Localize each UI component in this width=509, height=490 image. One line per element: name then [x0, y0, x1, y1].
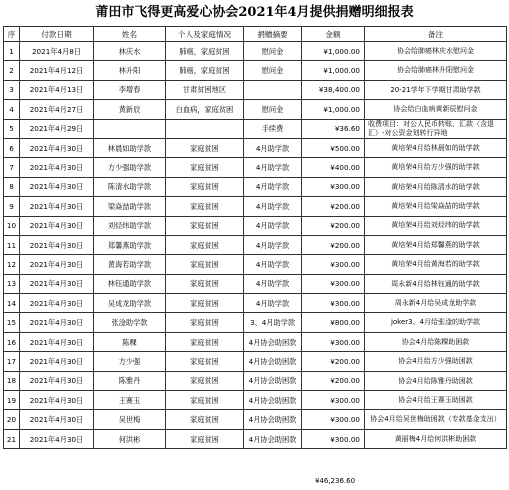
payment-date: 2021年4月30日	[20, 429, 94, 448]
table-header-row	[4, 27, 507, 42]
amount: ¥200.00	[302, 216, 365, 235]
recipient-name: 刘烃纬助学款	[94, 216, 166, 235]
family-situation: 家庭贫困	[166, 294, 244, 313]
amount: ¥300.00	[302, 274, 365, 293]
payment-date: 2021年4月8日	[20, 42, 94, 61]
family-situation: 家庭贫困	[166, 313, 244, 332]
row-number: 10	[4, 216, 20, 235]
recipient-name: 黄新辰	[94, 100, 166, 119]
recipient-name: 陈雅丹	[94, 371, 166, 390]
table-row	[4, 216, 507, 235]
recipient-name: 方少强	[94, 352, 166, 371]
family-situation: 家庭贫困	[166, 177, 244, 196]
table-row	[4, 61, 507, 80]
table-row	[4, 294, 507, 313]
amount: ¥1,000.00	[302, 42, 365, 61]
payment-date: 2021年4月30日	[20, 371, 94, 390]
payment-date: 2021年4月30日	[20, 255, 94, 274]
row-number: 9	[4, 197, 20, 216]
donation-summary	[244, 80, 302, 99]
table-row	[4, 391, 507, 410]
recipient-name: 陈清水助学款	[94, 177, 166, 196]
remark: 协会给肺癌林升阳慰问金	[365, 61, 507, 80]
donation-summary: 慰问金	[244, 61, 302, 80]
row-number: 21	[4, 429, 20, 448]
recipient-name	[94, 119, 166, 138]
row-number: 6	[4, 138, 20, 157]
table-row	[4, 119, 507, 138]
recipient-name: 李增春	[94, 80, 166, 99]
remark: 协会4月给方少强助困款	[365, 352, 507, 371]
remark: 协会4月给陈粿助困款	[365, 332, 507, 351]
row-number: 7	[4, 158, 20, 177]
table-row	[4, 42, 507, 61]
family-situation: 家庭贫困	[166, 332, 244, 351]
amount: ¥200.00	[302, 235, 365, 254]
donation-table	[3, 26, 507, 449]
donation-summary: 慰问金	[244, 100, 302, 119]
row-number: 3	[4, 80, 20, 99]
remark: 20-21学年下学期甘肃助学款	[365, 80, 507, 99]
family-situation: 家庭贫困	[166, 158, 244, 177]
amount: ¥200.00	[302, 352, 365, 371]
family-situation: 白血病，家庭贫困	[166, 100, 244, 119]
remark: 周永新4月给吴成龙助学款	[365, 294, 507, 313]
remark: 黄培荣4月给陈清水的助学款	[365, 177, 507, 196]
donation-summary: 4月协会助困款	[244, 352, 302, 371]
family-situation: 家庭贫困	[166, 429, 244, 448]
row-number: 15	[4, 313, 20, 332]
recipient-name: 郑馨燕助学款	[94, 235, 166, 254]
amount: ¥300.00	[302, 255, 365, 274]
row-number: 18	[4, 371, 20, 390]
amount: ¥36.60	[302, 119, 365, 138]
payment-date: 2021年4月30日	[20, 410, 94, 429]
payment-date: 2021年4月30日	[20, 294, 94, 313]
donation-summary: 4月助学款	[244, 274, 302, 293]
family-situation: 肺癌，家庭贫困	[166, 42, 244, 61]
recipient-name: 方少强助学款	[94, 158, 166, 177]
remark: 黄培荣4月给林晨如的助学款	[365, 138, 507, 157]
amount: ¥1,000.00	[302, 61, 365, 80]
recipient-name: 吴成龙助学款	[94, 294, 166, 313]
donation-summary: 手续费	[244, 119, 302, 138]
family-situation: 肺癌，家庭贫困	[166, 61, 244, 80]
payment-date: 2021年4月30日	[20, 332, 94, 351]
remark: 黄培荣4月给梁焱喆的助学款	[365, 197, 507, 216]
remark: 黄培荣4月给方少强的助学款	[365, 158, 507, 177]
row-number: 14	[4, 294, 20, 313]
donation-summary: 4月助学款	[244, 177, 302, 196]
remark: 黄培荣4月给黄海若的助学款	[365, 255, 507, 274]
recipient-name: 王赛玉	[94, 391, 166, 410]
family-situation: 家庭贫困	[166, 255, 244, 274]
row-number: 11	[4, 235, 20, 254]
remark: joker3、4月给张淦的助学款	[365, 313, 507, 332]
payment-date: 2021年4月13日	[20, 80, 94, 99]
report-title: 莆田市飞得更高爱心协会2021年4月提供捐赠明细报表	[95, 5, 414, 20]
family-situation: 甘肃贫困地区	[166, 80, 244, 99]
table-row	[4, 313, 507, 332]
payment-date: 2021年4月30日	[20, 391, 94, 410]
row-number: 12	[4, 255, 20, 274]
payment-date: 2021年4月29日	[20, 119, 94, 138]
header-remark: 备注	[365, 27, 507, 42]
table-row	[4, 138, 507, 157]
row-number: 8	[4, 177, 20, 196]
remark: 黄培荣4月给郑馨燕的助学款	[365, 235, 507, 254]
payment-date: 2021年4月30日	[20, 138, 94, 157]
row-number: 1	[4, 42, 20, 61]
row-number: 19	[4, 391, 20, 410]
table-row	[4, 352, 507, 371]
donation-summary: 4月协会助困款	[244, 410, 302, 429]
recipient-name: 张淦助学款	[94, 313, 166, 332]
header-date: 付款日期	[20, 27, 94, 42]
amount: ¥800.00	[302, 313, 365, 332]
donation-summary: 4月助学款	[244, 216, 302, 235]
amount: ¥300.00	[302, 294, 365, 313]
table-row	[4, 371, 507, 390]
amount: ¥200.00	[302, 197, 365, 216]
remark: 黄丽梅4月给何洪彬助困款	[365, 429, 507, 448]
payment-date: 2021年4月30日	[20, 197, 94, 216]
row-number: 17	[4, 352, 20, 371]
recipient-name: 林庆水	[94, 42, 166, 61]
table-row	[4, 255, 507, 274]
recipient-name: 陈粿	[94, 332, 166, 351]
payment-date: 2021年4月30日	[20, 352, 94, 371]
donation-summary: 4月协会助困款	[244, 391, 302, 410]
header-name: 姓名	[94, 27, 166, 42]
donation-summary: 4月助学款	[244, 255, 302, 274]
header-situation: 个人及家庭情况	[166, 27, 244, 42]
remark: 协会4月给吴世梅助困款（专款基金支出）	[365, 410, 507, 429]
recipient-name: 林升阳	[94, 61, 166, 80]
remark: 协会4月给王赛玉助困款	[365, 391, 507, 410]
donation-summary: 4月助学款	[244, 235, 302, 254]
donation-summary: 4月助学款	[244, 294, 302, 313]
payment-date: 2021年4月12日	[20, 61, 94, 80]
family-situation: 家庭贫困	[166, 352, 244, 371]
amount: ¥300.00	[302, 410, 365, 429]
amount: ¥1,000.00	[302, 100, 365, 119]
amount: ¥300.00	[302, 332, 365, 351]
family-situation: 家庭贫困	[166, 274, 244, 293]
recipient-name: 梁焱喆助学款	[94, 197, 166, 216]
amount: ¥400.00	[302, 158, 365, 177]
amount: ¥500.00	[302, 138, 365, 157]
payment-date: 2021年4月27日	[20, 100, 94, 119]
header-no: 序	[4, 27, 20, 42]
remark: 周永新4月给林钰通的助学款	[365, 274, 507, 293]
row-number: 5	[4, 119, 20, 138]
table-row	[4, 158, 507, 177]
remark: 协会4月给陈雅丹助困款	[365, 371, 507, 390]
row-number: 2	[4, 61, 20, 80]
family-situation: 家庭贫困	[166, 216, 244, 235]
recipient-name: 黄海若助学款	[94, 255, 166, 274]
row-number: 16	[4, 332, 20, 351]
family-situation: 家庭贫困	[166, 197, 244, 216]
donation-summary: 3、4月助学款	[244, 313, 302, 332]
donation-summary: 4月协会助困款	[244, 332, 302, 351]
amount: ¥300.00	[302, 429, 365, 448]
header-amount: 金额	[302, 27, 365, 42]
payment-date: 2021年4月30日	[20, 313, 94, 332]
donation-summary: 4月助学款	[244, 158, 302, 177]
donation-summary: 4月助学款	[244, 197, 302, 216]
header-summary: 捐赠摘要	[244, 27, 302, 42]
row-number: 4	[4, 100, 20, 119]
donation-summary: 4月协会助困款	[244, 371, 302, 390]
table-row	[4, 235, 507, 254]
donation-summary: 4月协会助困款	[244, 429, 302, 448]
table-row	[4, 410, 507, 429]
family-situation: 家庭贫困	[166, 371, 244, 390]
family-situation: 家庭贫困	[166, 410, 244, 429]
table-row	[4, 429, 507, 448]
remark: 收费项目：对公人民币转账、汇款（含退汇）-对公资金划转行异地	[365, 119, 507, 138]
payment-date: 2021年4月30日	[20, 274, 94, 293]
donation-summary: 慰问金	[244, 42, 302, 61]
family-situation: 家庭贫困	[166, 391, 244, 410]
payment-date: 2021年4月30日	[20, 235, 94, 254]
amount: ¥300.00	[302, 177, 365, 196]
payment-date: 2021年4月30日	[20, 158, 94, 177]
recipient-name: 林钰通助学款	[94, 274, 166, 293]
table-row	[4, 274, 507, 293]
amount: ¥200.00	[302, 371, 365, 390]
amount: ¥38,400.00	[302, 80, 365, 99]
family-situation: 家庭贫困	[166, 235, 244, 254]
payment-date: 2021年4月30日	[20, 177, 94, 196]
table-row	[4, 177, 507, 196]
recipient-name: 林晨如助学款	[94, 138, 166, 157]
table-row	[4, 197, 507, 216]
table-row	[4, 80, 507, 99]
payment-date: 2021年4月30日	[20, 216, 94, 235]
table-row	[4, 332, 507, 351]
amount: ¥300.00	[302, 391, 365, 410]
donation-summary: 4月助学款	[244, 138, 302, 157]
total-amount: ¥46,236.60	[314, 477, 356, 485]
family-situation: 家庭贫困	[166, 138, 244, 157]
remark: 黄培荣4月给刘烃纬的助学款	[365, 216, 507, 235]
table-row	[4, 100, 507, 119]
row-number: 20	[4, 410, 20, 429]
remark: 协会给肺癌林庆水慰问金	[365, 42, 507, 61]
row-number: 13	[4, 274, 20, 293]
recipient-name: 吴世梅	[94, 410, 166, 429]
remark: 协会给白血病黄新辰慰问金	[365, 100, 507, 119]
family-situation	[166, 119, 244, 138]
recipient-name: 何洪彬	[94, 429, 166, 448]
